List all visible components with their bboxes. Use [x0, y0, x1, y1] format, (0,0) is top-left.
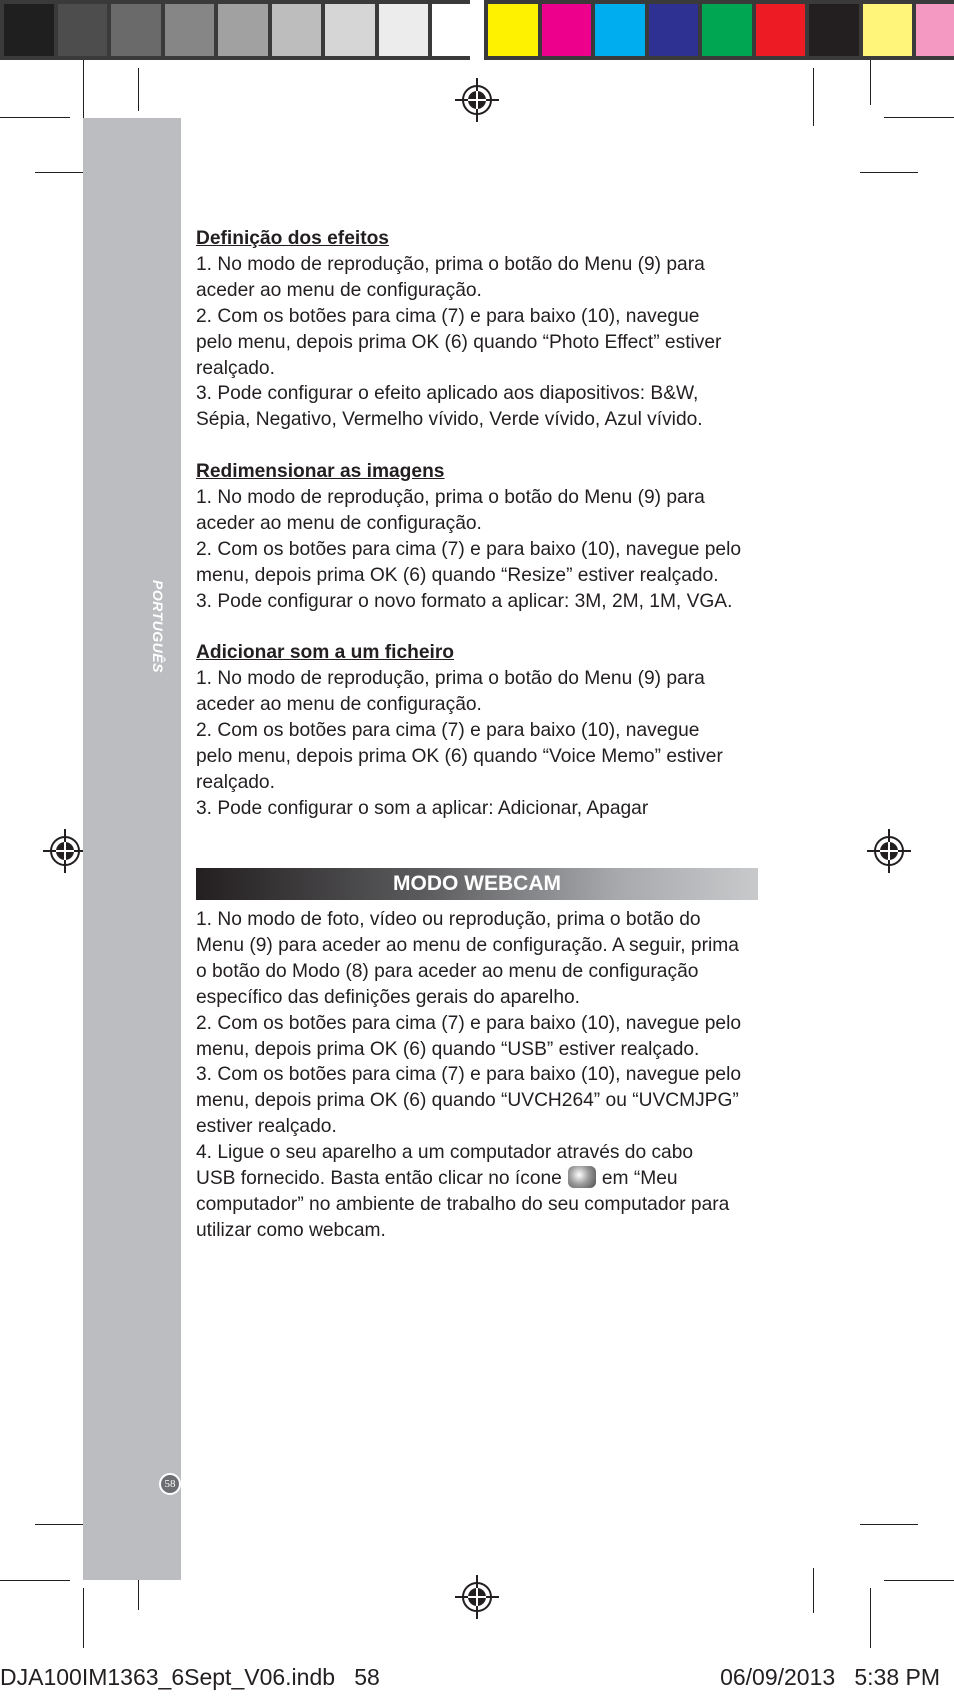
- registration-mark-icon: [455, 78, 499, 122]
- text-line: pelo menu, depois prima OK (6) quando “Photo Effect” estiver: [196, 331, 722, 353]
- text-line: menu, depois prima OK (6) quando “UVCH264” ou “UVCMJPG”: [196, 1090, 739, 1112]
- text-line: computador” no ambiente de trabalho do seu computador para: [196, 1193, 730, 1215]
- crop-mark: [0, 117, 70, 118]
- registration-mark-icon: [455, 1575, 499, 1619]
- text-fragment: USB fornecido. Basta então clicar no ícone: [196, 1168, 562, 1190]
- crop-mark: [83, 1588, 84, 1648]
- crop-mark: [860, 1524, 918, 1525]
- gray-swatch: [379, 4, 429, 56]
- text-line: 3. Com os botões para cima (7) e para baixo (10), navegue pelo: [196, 1064, 742, 1086]
- gray-swatch: [111, 4, 161, 56]
- webcam-section: [196, 907, 761, 1244]
- text-line: aceder ao menu de configuração.: [196, 512, 482, 534]
- process-swatch: [863, 4, 913, 56]
- text-line: 1. No modo de reprodução, prima o botão do Menu (9) para: [196, 487, 705, 509]
- text-line: 2. Com os botões para cima (7) e para baixo (10), navegue pelo: [196, 1012, 742, 1034]
- crop-mark: [0, 1580, 70, 1581]
- text-line: 1. No modo de reprodução, prima o botão do Menu (9) para: [196, 253, 705, 275]
- gray-swatch: [218, 4, 268, 56]
- text-line: 1. No modo de reprodução, prima o botão do Menu (9) para: [196, 668, 705, 690]
- text-line: 4. Ligue o seu aparelho a um computador através do cabo: [196, 1142, 694, 1164]
- section-resize: [196, 459, 761, 614]
- crop-mark: [884, 117, 954, 118]
- text-line: Menu (9) para aceder ao menu de configuração. A seguir, prima: [196, 934, 739, 956]
- text-line: aceder ao menu de configuração.: [196, 279, 482, 301]
- registration-mark-icon: [867, 829, 911, 873]
- gray-swatch: [325, 4, 375, 56]
- text-line: Sépia, Negativo, Vermelho vívido, Verde vívido, Azul vívido.: [196, 409, 703, 431]
- crop-mark: [813, 68, 814, 126]
- text-line: estiver realçado.: [196, 1116, 337, 1138]
- crop-mark: [860, 172, 918, 173]
- text-line: realçado.: [196, 772, 275, 793]
- gray-swatch: [272, 4, 322, 56]
- process-swatch: [702, 4, 752, 56]
- text-line: realçado.: [196, 357, 275, 379]
- registration-mark-icon: [43, 829, 87, 873]
- camera-drive-icon: [568, 1166, 596, 1188]
- text-line: 2. Com os botões para cima (7) e para baixo (10), navegue: [196, 720, 700, 742]
- text-line-with-icon: [196, 1166, 761, 1192]
- text-line: 1. No modo de foto, vídeo ou reprodução, prima o botão do: [196, 909, 701, 930]
- crop-mark: [870, 1588, 871, 1648]
- text-fragment: em “Meu: [601, 1168, 678, 1190]
- text-line: o botão do Modo (8) para aceder ao menu de configuração: [196, 960, 699, 982]
- crop-mark: [83, 60, 84, 118]
- gray-swatch: [432, 4, 482, 56]
- text-line: 2. Com os botões para cima (7) e para baixo (10), navegue: [196, 305, 700, 327]
- gray-swatch: [58, 4, 108, 56]
- text-line: menu, depois prima OK (6) quando “USB” estiver realçado.: [196, 1038, 700, 1060]
- section-heading: Adicionar som a um ficheiro: [196, 642, 455, 664]
- text-line: 3. Pode configurar o som a aplicar: Adicionar, Apagar: [196, 797, 649, 819]
- section-heading: Definição dos efeitos: [196, 228, 389, 249]
- text-line: pelo menu, depois prima OK (6) quando “Voice Memo” estiver: [196, 746, 723, 768]
- text-line: menu, depois prima OK (6) quando “Resize” estiver realçado.: [196, 564, 719, 586]
- crop-mark: [884, 1580, 954, 1581]
- process-swatch: [756, 4, 806, 56]
- gray-swatch: [4, 4, 54, 56]
- crop-mark: [138, 68, 139, 111]
- gray-swatch: [165, 4, 215, 56]
- process-swatch: [649, 4, 699, 56]
- text-line: 2. Com os botões para cima (7) e para baixo (10), navegue pelo: [196, 538, 742, 560]
- process-swatch: [916, 4, 954, 56]
- process-swatch: [488, 4, 538, 56]
- text-line: específico das definições gerais do aparelho.: [196, 986, 580, 1008]
- page-number: 58: [159, 1473, 181, 1495]
- process-swatch: [595, 4, 645, 56]
- section-voice-memo: [196, 640, 761, 821]
- date-slug: 06/09/2013 5:38 PM: [720, 1664, 940, 1690]
- webcam-mode-banner: MODO WEBCAM: [196, 868, 758, 900]
- text-line: aceder ao menu de configuração.: [196, 694, 482, 716]
- crop-mark: [813, 1568, 814, 1613]
- language-sidebar: [83, 118, 181, 1580]
- manual-content: [196, 226, 761, 848]
- section-effects: [196, 226, 761, 433]
- process-swatch: [542, 4, 592, 56]
- crop-mark: [870, 60, 871, 105]
- section-heading: Redimensionar as imagens: [196, 461, 445, 483]
- file-slug: DJA100IM1363_6Sept_V06.indb 58: [0, 1664, 380, 1690]
- text-line: utilizar como webcam.: [196, 1219, 386, 1241]
- text-line: 3. Pode configurar o efeito aplicado aos diapositivos: B&W,: [196, 383, 699, 405]
- process-swatch: [809, 4, 859, 56]
- text-line: 3. Pode configurar o novo formato a aplicar: 3M, 2M, 1M, VGA.: [196, 590, 733, 612]
- language-label: PORTUGUÊS: [150, 580, 166, 673]
